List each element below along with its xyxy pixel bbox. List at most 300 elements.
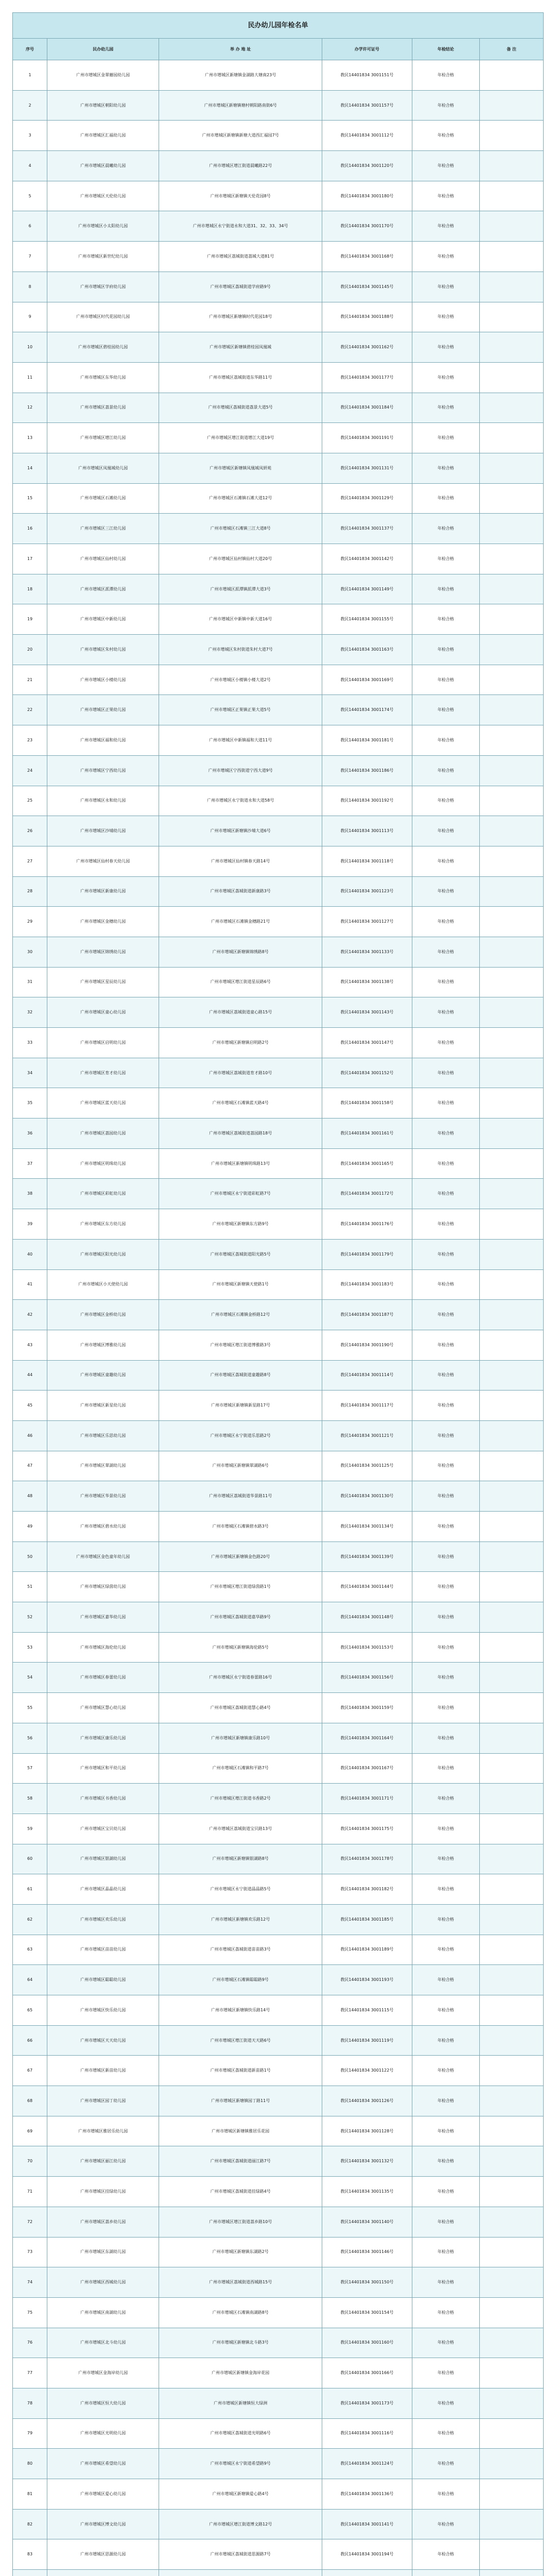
row-number: 50 xyxy=(13,1541,47,1572)
kindergarten-name: 广州市增城区学府幼儿园 xyxy=(47,272,159,302)
remarks xyxy=(480,1572,544,1602)
remarks xyxy=(480,1663,544,1693)
remarks xyxy=(480,1512,544,1542)
table-row xyxy=(13,2267,544,2298)
table-row xyxy=(13,1239,544,1269)
kindergarten-name: 广州市增城区晨曦幼儿园 xyxy=(47,151,159,181)
inspection-conclusion: 年检合格 xyxy=(412,2449,480,2479)
table-row xyxy=(13,1995,544,2026)
inspection-conclusion: 年检合格 xyxy=(412,695,480,725)
kindergarten-name: 广州市增城区快乐幼儿园 xyxy=(47,1995,159,2026)
table-row xyxy=(13,60,544,91)
kindergarten-table xyxy=(12,12,544,2576)
kindergarten-name: 广州市增城区沙埔幼儿园 xyxy=(47,816,159,846)
row-number: 63 xyxy=(13,1935,47,1965)
row-number: 61 xyxy=(13,1874,47,1905)
kindergarten-name: 广州市增城区荔景幼儿园 xyxy=(47,393,159,423)
kindergarten-name: 广州市增城区慧心幼儿园 xyxy=(47,1693,159,1723)
license-number: 教民14401834 3001129号 xyxy=(322,483,412,514)
remarks xyxy=(480,1058,544,1088)
inspection-conclusion: 年检合格 xyxy=(412,1209,480,1240)
kindergarten-address: 广州市增城区石滩镇三江大道8号 xyxy=(159,514,322,544)
row-number: 66 xyxy=(13,2025,47,2056)
row-number: 52 xyxy=(13,1602,47,1633)
table-row xyxy=(13,997,544,1028)
kindergarten-name: 广州市增城区启明幼儿园 xyxy=(47,1028,159,1058)
inspection-conclusion: 年检合格 xyxy=(412,1602,480,1633)
kindergarten-address: 广州市增城区永宁街道彩虹路7号 xyxy=(159,1179,322,1209)
kindergarten-name: 广州市增城区彩虹幼儿园 xyxy=(47,1179,159,1209)
row-number: 75 xyxy=(13,2297,47,2328)
table-row xyxy=(13,2570,544,2576)
remarks xyxy=(480,755,544,786)
kindergarten-name: 广州市增城区乐思幼儿园 xyxy=(47,1420,159,1451)
remarks xyxy=(480,211,544,242)
kindergarten-address: 广州市增城区新塘镇明珠路13号 xyxy=(159,1148,322,1179)
remarks xyxy=(480,453,544,483)
inspection-conclusion: 年检合格 xyxy=(412,1512,480,1542)
inspection-conclusion: 年检合格 xyxy=(412,332,480,363)
license-number: 教民14401834 3001142号 xyxy=(322,544,412,574)
kindergarten-name: 广州市增城区小太阳幼儿园 xyxy=(47,211,159,242)
remarks xyxy=(480,635,544,665)
inspection-conclusion: 年检合格 xyxy=(412,1965,480,1995)
kindergarten-name: 广州市增城区童心幼儿园 xyxy=(47,997,159,1028)
remarks xyxy=(480,2297,544,2328)
row-number: 34 xyxy=(13,1058,47,1088)
inspection-conclusion: 年检合格 xyxy=(412,2509,480,2539)
table-row xyxy=(13,1541,544,1572)
kindergarten-name: 广州市增城区雅居乐幼儿园 xyxy=(47,2116,159,2146)
kindergarten-name: 广州市增城区碧桂园幼儿园 xyxy=(47,332,159,363)
remarks xyxy=(480,1330,544,1360)
remarks xyxy=(480,2418,544,2449)
kindergarten-name: 广州市增城区新康幼儿园 xyxy=(47,876,159,907)
license-number: 教民14401834 3001122号 xyxy=(322,2056,412,2086)
kindergarten-address: 广州市增城区新塘镇塘村朝阳路南街6号 xyxy=(159,90,322,121)
table-row xyxy=(13,2146,544,2177)
inspection-conclusion: 年检合格 xyxy=(412,846,480,876)
license-number: 教民14401834 3001133号 xyxy=(322,937,412,967)
license-number: 教民14401834 3001141号 xyxy=(322,2509,412,2539)
inspection-conclusion: 年检合格 xyxy=(412,2025,480,2056)
remarks xyxy=(480,1420,544,1451)
kindergarten-address: 广州市增城区新塘镇金湖路大塘南23号 xyxy=(159,60,322,91)
remarks xyxy=(480,1602,544,1633)
row-number: 31 xyxy=(13,967,47,997)
kindergarten-address: 广州市增城区荔城街道东华路11号 xyxy=(159,362,322,393)
row-number: 5 xyxy=(13,181,47,211)
row-number: 17 xyxy=(13,544,47,574)
inspection-conclusion: 年检合格 xyxy=(412,272,480,302)
inspection-conclusion: 年检合格 xyxy=(412,1935,480,1965)
row-number: 13 xyxy=(13,423,47,453)
row-number: 32 xyxy=(13,997,47,1028)
kindergarten-name: 广州市增城区育才幼儿园 xyxy=(47,1058,159,1088)
kindergarten-address: 广州市增城区石滩镇南湖路8号 xyxy=(159,2297,322,2328)
row-number: 54 xyxy=(13,1663,47,1693)
inspection-conclusion: 年检合格 xyxy=(412,574,480,604)
table-row xyxy=(13,1391,544,1421)
kindergarten-address: 广州市增城区新塘镇新星路17号 xyxy=(159,1391,322,1421)
license-number: 教民14401834 3001184号 xyxy=(322,393,412,423)
inspection-conclusion: 年检合格 xyxy=(412,2237,480,2267)
inspection-conclusion: 年检合格 xyxy=(412,2267,480,2298)
kindergarten-address xyxy=(159,2570,322,2576)
remarks xyxy=(480,1874,544,1905)
table-row xyxy=(13,1058,544,1088)
remarks xyxy=(480,2570,544,2576)
license-number: 教民14401834 3001137号 xyxy=(322,514,412,544)
table-row xyxy=(13,332,544,363)
kindergarten-name: 广州市增城区希望幼儿园 xyxy=(47,2449,159,2479)
row-number: 43 xyxy=(13,1330,47,1360)
table-row xyxy=(13,1753,544,1784)
table-row xyxy=(13,2328,544,2358)
remarks xyxy=(480,1995,544,2026)
remarks xyxy=(480,1693,544,1723)
license-number: 教民14401834 3001127号 xyxy=(322,907,412,937)
row-number: 7 xyxy=(13,242,47,272)
table-row xyxy=(13,121,544,151)
kindergarten-address: 广州市增城区新塘镇翠湖路6号 xyxy=(159,1451,322,1481)
table-row xyxy=(13,2418,544,2449)
kindergarten-address: 广州市增城区增江街道绿茵路1号 xyxy=(159,1572,322,1602)
remarks xyxy=(480,302,544,332)
license-number: 教民14401834 3001176号 xyxy=(322,1209,412,1240)
row-number: 23 xyxy=(13,725,47,756)
remarks xyxy=(480,1541,544,1572)
remarks xyxy=(480,2509,544,2539)
license-number: 教民14401834 3001173号 xyxy=(322,2388,412,2418)
row-number: 59 xyxy=(13,1814,47,1844)
inspection-conclusion: 年检合格 xyxy=(412,2297,480,2328)
kindergarten-address: 广州市增城区荔城街道慧心路4号 xyxy=(159,1693,322,1723)
row-number: 8 xyxy=(13,272,47,302)
license-number: 教民14401834 3001187号 xyxy=(322,1300,412,1330)
row-number: 2 xyxy=(13,90,47,121)
license-number: 教民14401834 3001159号 xyxy=(322,1693,412,1723)
table-row xyxy=(13,423,544,453)
remarks xyxy=(480,1300,544,1330)
row-number: 51 xyxy=(13,1572,47,1602)
inspection-conclusion: 年检合格 xyxy=(412,2539,480,2570)
row-number: 83 xyxy=(13,2539,47,2570)
remarks xyxy=(480,514,544,544)
license-number: 教民14401834 3001186号 xyxy=(322,755,412,786)
remarks xyxy=(480,1632,544,1663)
license-number: 教民14401834 3001162号 xyxy=(322,332,412,363)
table-row xyxy=(13,1512,544,1542)
remarks xyxy=(480,2449,544,2479)
remarks xyxy=(480,1360,544,1391)
kindergarten-address: 广州市增城区永宁街道晶晶路5号 xyxy=(159,1874,322,1905)
remarks xyxy=(480,1148,544,1179)
kindergarten-address: 广州市增城区增江街道荔乡路10号 xyxy=(159,2207,322,2237)
inspection-conclusion: 年检合格 xyxy=(412,755,480,786)
inspection-conclusion: 年检合格 xyxy=(412,876,480,907)
table-row xyxy=(13,1632,544,1663)
row-number: 68 xyxy=(13,2086,47,2116)
remarks xyxy=(480,876,544,907)
row-number: 16 xyxy=(13,514,47,544)
inspection-conclusion xyxy=(412,2570,480,2576)
kindergarten-name: 广州市增城区银湖幼儿园 xyxy=(47,1844,159,1874)
inspection-conclusion: 年检合格 xyxy=(412,1632,480,1663)
license-number: 教民14401834 3001134号 xyxy=(322,1512,412,1542)
row-number: 26 xyxy=(13,816,47,846)
license-number: 教民14401834 3001120号 xyxy=(322,151,412,181)
table-row xyxy=(13,1814,544,1844)
table-row xyxy=(13,1300,544,1330)
kindergarten-address: 广州市增城区荔城街道西城路15号 xyxy=(159,2267,322,2298)
kindergarten-address: 广州市增城区荔城街道荔园路18号 xyxy=(159,1118,322,1149)
license-number: 教民14401834 3001154号 xyxy=(322,2297,412,2328)
remarks xyxy=(480,393,544,423)
remarks xyxy=(480,1118,544,1149)
remarks xyxy=(480,181,544,211)
inspection-conclusion: 年检合格 xyxy=(412,1058,480,1088)
remarks xyxy=(480,695,544,725)
row-number: 15 xyxy=(13,483,47,514)
table-row xyxy=(13,242,544,272)
license-number: 教民14401834 3001130号 xyxy=(322,1481,412,1512)
inspection-conclusion: 年检合格 xyxy=(412,1572,480,1602)
kindergarten-name: 广州市增城区中新幼儿园 xyxy=(47,604,159,635)
inspection-conclusion: 年检合格 xyxy=(412,2328,480,2358)
kindergarten-address: 广州市增城区新塘镇启明路2号 xyxy=(159,1028,322,1058)
table-row xyxy=(13,90,544,121)
inspection-conclusion: 年检合格 xyxy=(412,1451,480,1481)
table-row xyxy=(13,1602,544,1633)
kindergarten-address: 广州市增城区新塘镇东湖路2号 xyxy=(159,2237,322,2267)
kindergarten-address: 广州市增城区石滩镇碧水路3号 xyxy=(159,1512,322,1542)
row-number: 56 xyxy=(13,1723,47,1753)
inspection-conclusion: 年检合格 xyxy=(412,1844,480,1874)
kindergarten-name: 广州市增城区阳光幼儿园 xyxy=(47,1239,159,1269)
header-conclusion: 年检结论 xyxy=(412,39,480,60)
license-number: 教民14401834 3001158号 xyxy=(322,1088,412,1118)
table-row xyxy=(13,302,544,332)
remarks xyxy=(480,151,544,181)
remarks xyxy=(480,2539,544,2570)
row-number: 11 xyxy=(13,362,47,393)
row-number: 29 xyxy=(13,907,47,937)
row-number: 37 xyxy=(13,1148,47,1179)
inspection-conclusion: 年检合格 xyxy=(412,2479,480,2510)
remarks xyxy=(480,1965,544,1995)
remarks xyxy=(480,2207,544,2237)
remarks xyxy=(480,2328,544,2358)
kindergarten-name: 广州市增城区派潭幼儿园 xyxy=(47,574,159,604)
license-number: 教民14401834 3001113号 xyxy=(322,816,412,846)
inspection-conclusion: 年检合格 xyxy=(412,967,480,997)
inspection-conclusion: 年检合格 xyxy=(412,90,480,121)
kindergarten-name: 广州市增城区小楼幼儿园 xyxy=(47,665,159,695)
table-row xyxy=(13,574,544,604)
kindergarten-name: 广州市增城区金色童年幼儿园 xyxy=(47,1541,159,1572)
license-number: 教民14401834 3001190号 xyxy=(322,1330,412,1360)
table-row xyxy=(13,2358,544,2388)
license-number: 教民14401834 3001194号 xyxy=(322,2539,412,2570)
kindergarten-address: 广州市增城区新塘镇爱心路4号 xyxy=(159,2479,322,2510)
license-number: 教民14401834 3001163号 xyxy=(322,635,412,665)
inspection-conclusion: 年检合格 xyxy=(412,816,480,846)
license-number: 教民14401834 3001152号 xyxy=(322,1058,412,1088)
row-number: 57 xyxy=(13,1753,47,1784)
license-number: 教民14401834 3001180号 xyxy=(322,181,412,211)
remarks xyxy=(480,2116,544,2146)
remarks xyxy=(480,665,544,695)
kindergarten-name: 广州市增城区星辰幼儿园 xyxy=(47,967,159,997)
kindergarten-name: 广州市增城区蓝天幼儿园 xyxy=(47,1088,159,1118)
table-row xyxy=(13,1935,544,1965)
row-number: 82 xyxy=(13,2509,47,2539)
license-number: 教民14401834 3001157号 xyxy=(322,90,412,121)
kindergarten-name: 广州市增城区东方幼儿园 xyxy=(47,1209,159,1240)
kindergarten-name: 广州市增城区书香幼儿园 xyxy=(47,1784,159,1814)
kindergarten-name: 广州市增城区小天使幼儿园 xyxy=(47,1269,159,1300)
table-row xyxy=(13,2086,544,2116)
kindergarten-address: 广州市增城区荔城街道华景路11号 xyxy=(159,1481,322,1512)
kindergarten-address: 广州市增城区新塘镇恒大绿洲 xyxy=(159,2388,322,2418)
remarks xyxy=(480,725,544,756)
remarks xyxy=(480,1481,544,1512)
kindergarten-address: 广州市增城区增江街道星辰路6号 xyxy=(159,967,322,997)
kindergarten-name: 广州市增城区宁西幼儿园 xyxy=(47,755,159,786)
kindergarten-address: 广州市增城区新塘镇时代花园18号 xyxy=(159,302,322,332)
table-row xyxy=(13,1904,544,1935)
inspection-conclusion: 年检合格 xyxy=(412,1088,480,1118)
table-row xyxy=(13,1481,544,1512)
inspection-conclusion: 年检合格 xyxy=(412,1391,480,1421)
table-row xyxy=(13,211,544,242)
row-number: 65 xyxy=(13,1995,47,2026)
kindergarten-address: 广州市增城区新塘镇银湖路8号 xyxy=(159,1844,322,1874)
license-number: 教民14401834 3001138号 xyxy=(322,967,412,997)
license-number: 教民14401834 3001119号 xyxy=(322,2025,412,2056)
remarks xyxy=(480,2025,544,2056)
remarks xyxy=(480,1239,544,1269)
table-row xyxy=(13,483,544,514)
remarks xyxy=(480,2479,544,2510)
license-number: 教民14401834 3001182号 xyxy=(322,1874,412,1905)
remarks xyxy=(480,846,544,876)
table-row xyxy=(13,1572,544,1602)
kindergarten-name: 广州市增城区朱村幼儿园 xyxy=(47,635,159,665)
inspection-conclusion: 年检合格 xyxy=(412,514,480,544)
kindergarten-address: 广州市增城区新塘镇北斗路3号 xyxy=(159,2328,322,2358)
table-row xyxy=(13,453,544,483)
remarks xyxy=(480,997,544,1028)
kindergarten-name: 广州市增城区博雅幼儿园 xyxy=(47,1330,159,1360)
kindergarten-name: 广州市增城区苗苗幼儿园 xyxy=(47,1935,159,1965)
inspection-conclusion: 年检合格 xyxy=(412,2388,480,2418)
table-row xyxy=(13,1965,544,1995)
license-number: 教民14401834 3001117号 xyxy=(322,1391,412,1421)
table-row xyxy=(13,2025,544,2056)
table-body xyxy=(13,60,544,2576)
kindergarten-address: 广州市增城区荔城街道新康路3号 xyxy=(159,876,322,907)
inspection-conclusion: 年检合格 xyxy=(412,1693,480,1723)
page-title: 民办幼儿园年检名单 xyxy=(13,13,544,39)
row-number: 71 xyxy=(13,2177,47,2207)
inspection-conclusion: 年检合格 xyxy=(412,1481,480,1512)
license-number: 教民14401834 3001168号 xyxy=(322,242,412,272)
table-row xyxy=(13,1784,544,1814)
kindergarten-name: 广州市增城区聪聪幼儿园 xyxy=(47,1965,159,1995)
kindergarten-address: 广州市增城区新塘镇金海岸花园 xyxy=(159,2358,322,2388)
kindergarten-name: 广州市增城区思源幼儿园 xyxy=(47,2539,159,2570)
remarks xyxy=(480,121,544,151)
kindergarten-name: 广州市增城区碧水幼儿园 xyxy=(47,1512,159,1542)
license-number: 教民14401834 3001124号 xyxy=(322,2449,412,2479)
table-row xyxy=(13,2207,544,2237)
table-row xyxy=(13,181,544,211)
row-number: 4 xyxy=(13,151,47,181)
remarks xyxy=(480,272,544,302)
license-number: 教民14401834 3001131号 xyxy=(322,453,412,483)
row-number: 30 xyxy=(13,937,47,967)
kindergarten-name: 广州市增城区和平幼儿园 xyxy=(47,1753,159,1784)
inspection-conclusion: 年检合格 xyxy=(412,1330,480,1360)
inspection-conclusion: 年检合格 xyxy=(412,1753,480,1784)
table-row xyxy=(13,151,544,181)
kindergarten-address: 广州市增城区荔城街道童心路15号 xyxy=(159,997,322,1028)
kindergarten-address: 广州市增城区荔城街道阳光路5号 xyxy=(159,1239,322,1269)
kindergarten-address: 广州市增城区荔城街道新苗路1号 xyxy=(159,2056,322,2086)
license-number: 教民14401834 3001169号 xyxy=(322,665,412,695)
table-row xyxy=(13,1118,544,1149)
inspection-conclusion: 年检合格 xyxy=(412,1784,480,1814)
license-number: 教民14401834 3001179号 xyxy=(322,1239,412,1269)
remarks xyxy=(480,332,544,363)
row-number: 35 xyxy=(13,1088,47,1118)
license-number: 教民14401834 3001155号 xyxy=(322,604,412,635)
remarks xyxy=(480,907,544,937)
inspection-conclusion: 年检合格 xyxy=(412,1814,480,1844)
table-row xyxy=(13,2388,544,2418)
license-number: 教民14401834 3001164号 xyxy=(322,1723,412,1753)
kindergarten-name: 广州市增城区东湖幼儿园 xyxy=(47,2237,159,2267)
kindergarten-address: 广州市增城区荔城街道丽江路7号 xyxy=(159,2146,322,2177)
row-number: 40 xyxy=(13,1239,47,1269)
license-number: 教民14401834 3001148号 xyxy=(322,1602,412,1633)
kindergarten-name: 广州市增城区欢乐幼儿园 xyxy=(47,1904,159,1935)
kindergarten-name: 广州市增城区东华幼儿园 xyxy=(47,362,159,393)
remarks xyxy=(480,1844,544,1874)
license-number: 教民14401834 3001156号 xyxy=(322,1663,412,1693)
kindergarten-name xyxy=(47,2570,159,2576)
kindergarten-name: 广州市增城区福和幼儿园 xyxy=(47,725,159,756)
row-number: 19 xyxy=(13,604,47,635)
inspection-conclusion: 年检合格 xyxy=(412,1148,480,1179)
remarks xyxy=(480,1784,544,1814)
row-number: 28 xyxy=(13,876,47,907)
table-row xyxy=(13,544,544,574)
table-row xyxy=(13,393,544,423)
kindergarten-name: 广州市增城区明珠幼儿园 xyxy=(47,1148,159,1179)
remarks xyxy=(480,1209,544,1240)
inspection-conclusion: 年检合格 xyxy=(412,1239,480,1269)
row-number: 60 xyxy=(13,1844,47,1874)
kindergarten-address: 广州市增城区新塘镇碧桂园凤凰城 xyxy=(159,332,322,363)
inspection-conclusion: 年检合格 xyxy=(412,242,480,272)
row-number: 3 xyxy=(13,121,47,151)
remarks xyxy=(480,2237,544,2267)
kindergarten-address: 广州市增城区仙村镇春天路14号 xyxy=(159,846,322,876)
row-number: 36 xyxy=(13,1118,47,1149)
